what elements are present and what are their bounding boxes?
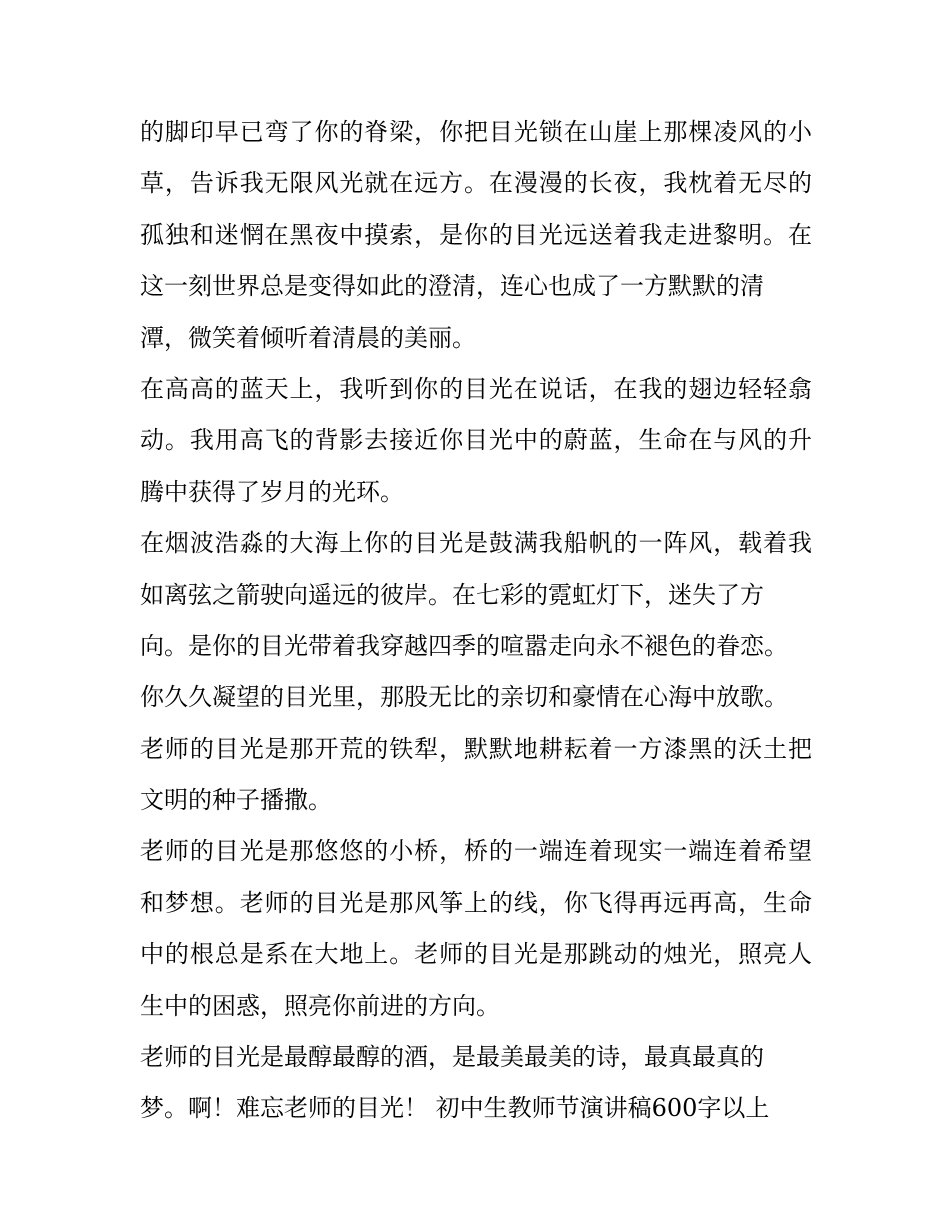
text-line: 在烟波浩淼的大海上你的目光是鼓满我船帆的一阵风，载着我 xyxy=(140,529,812,558)
text-line: 在高高的蓝天上，我听到你的目光在说话，在我的翅边轻轻翕 xyxy=(140,374,812,403)
text-line: 老师的目光是最醇最醇的酒，是最美最美的诗，最真最真的 xyxy=(140,1043,764,1072)
text-line: 动。我用高飞的背影去接近你目光中的蔚蓝，生命在与风的升 xyxy=(140,426,812,455)
text-line: 草，告诉我无限风光就在远方。在漫漫的长夜，我枕着无尽的 xyxy=(140,169,812,198)
text-line: 腾中获得了岁月的光环。 xyxy=(140,477,404,506)
text-line: 这一刻世界总是变得如此的澄清，连心也成了一方默默的清 xyxy=(140,272,764,301)
text-line: 孤独和迷惘在黑夜中摸索，是你的目光远送着我走进黎明。在 xyxy=(140,220,812,249)
text-line: 生中的困惑，照亮你前进的方向。 xyxy=(140,991,500,1020)
text-line: 和梦想。老师的目光是那风筝上的线，你飞得再远再高，生命 xyxy=(140,888,812,917)
text-line: 潭，微笑着倾听着清晨的美丽。 xyxy=(140,323,476,352)
text-line: 你久久凝望的目光里，那股无比的亲切和豪情在心海中放歌。 xyxy=(140,683,788,712)
text-line: 如离弦之箭驶向遥远的彼岸。在七彩的霓虹灯下，迷失了方 xyxy=(140,580,764,609)
text-line: 老师的目光是那悠悠的小桥，桥的一端连着现实一端连着希望 xyxy=(140,837,812,866)
document-body xyxy=(140,107,812,1135)
text-line: 文明的种子播撒。 xyxy=(140,786,332,815)
text-line: 的脚印早已弯了你的脊梁，你把目光锁在山崖上那棵凌风的小 xyxy=(140,118,812,146)
text-line: 老师的目光是那开荒的铁犁，默默地耕耘着一方漆黑的沃土把 xyxy=(140,734,812,763)
text-line: 中的根总是系在大地上。老师的目光是那跳动的烛光，照亮人 xyxy=(140,940,812,969)
text-line: 向。是你的目光带着我穿越四季的喧嚣走向永不褪色的眷恋。 xyxy=(140,631,788,660)
text-line: 梦。啊！难忘老师的目光！ 初中生教师节演讲稿600字以上 xyxy=(140,1094,770,1123)
